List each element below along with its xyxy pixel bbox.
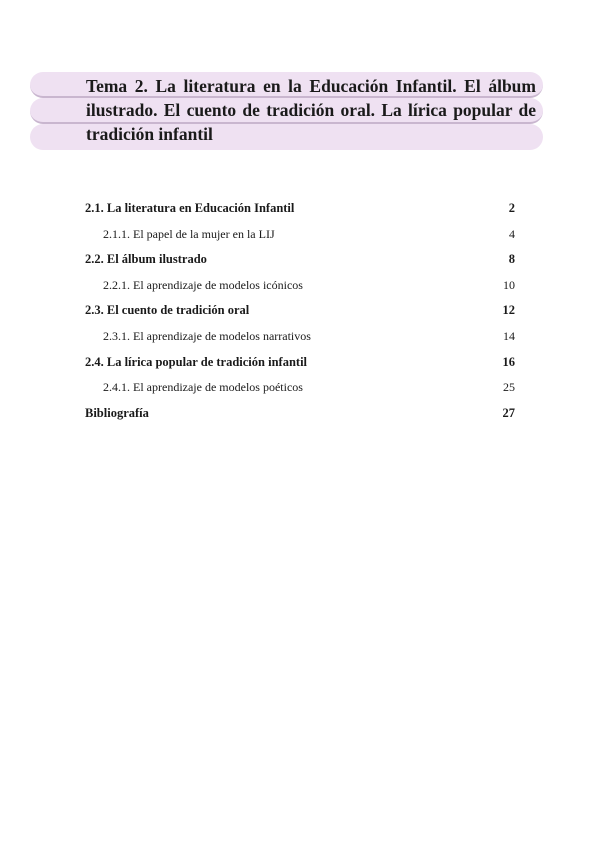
toc-entry[interactable] — [85, 196, 515, 222]
toc-entry-label: Bibliografía — [85, 405, 149, 420]
title-block — [30, 72, 543, 150]
toc-entry-page: 16 — [502, 354, 515, 369]
toc-entry-label: 2.4. La lírica popular de tradición infantil — [85, 354, 308, 369]
toc-entry-page: 14 — [503, 328, 515, 343]
toc-entry[interactable] — [85, 298, 515, 324]
toc-entry-page: 25 — [503, 380, 515, 395]
toc-entry[interactable] — [85, 375, 515, 401]
toc-entry-label: 2.3.1. El aprendizaje de modelos narrativos — [103, 328, 311, 343]
toc-entry-label: 2.1. La literatura en Educación Infantil — [85, 201, 295, 215]
toc-entry-page: 12 — [502, 303, 515, 318]
toc-entry[interactable] — [85, 350, 515, 376]
toc-entry-page: 4 — [509, 226, 515, 241]
toc-entry-label: 2.2. El álbum ilustrado — [85, 252, 207, 267]
toc-entry[interactable] — [85, 222, 515, 248]
toc-entry-page: 27 — [502, 405, 515, 420]
toc-entry-label: 2.3. El cuento de tradición oral — [85, 303, 250, 318]
toc-entry-label: 2.2.1. El aprendizaje de modelos icónicos — [103, 277, 303, 292]
toc-entry-label: 2.4.1. El aprendizaje de modelos poéticos — [103, 380, 303, 395]
toc-entry[interactable] — [85, 401, 515, 427]
toc-entry-page: 8 — [508, 252, 515, 267]
table-of-contents — [85, 196, 515, 426]
toc-entry-label: 2.1.1. El papel de la mujer en la LIJ — [103, 226, 275, 241]
toc-entry-page: 10 — [503, 277, 515, 292]
toc-entry[interactable] — [85, 273, 515, 299]
page-title: Tema 2. La literatura en la Educación Infantil. El álbum ilustrado. El cuento de tradición oral. La lírica popular de tradición infantil — [86, 76, 536, 144]
toc-entry-page: 2 — [508, 201, 515, 215]
toc-entry[interactable] — [85, 324, 515, 350]
toc-entry[interactable] — [85, 247, 515, 273]
